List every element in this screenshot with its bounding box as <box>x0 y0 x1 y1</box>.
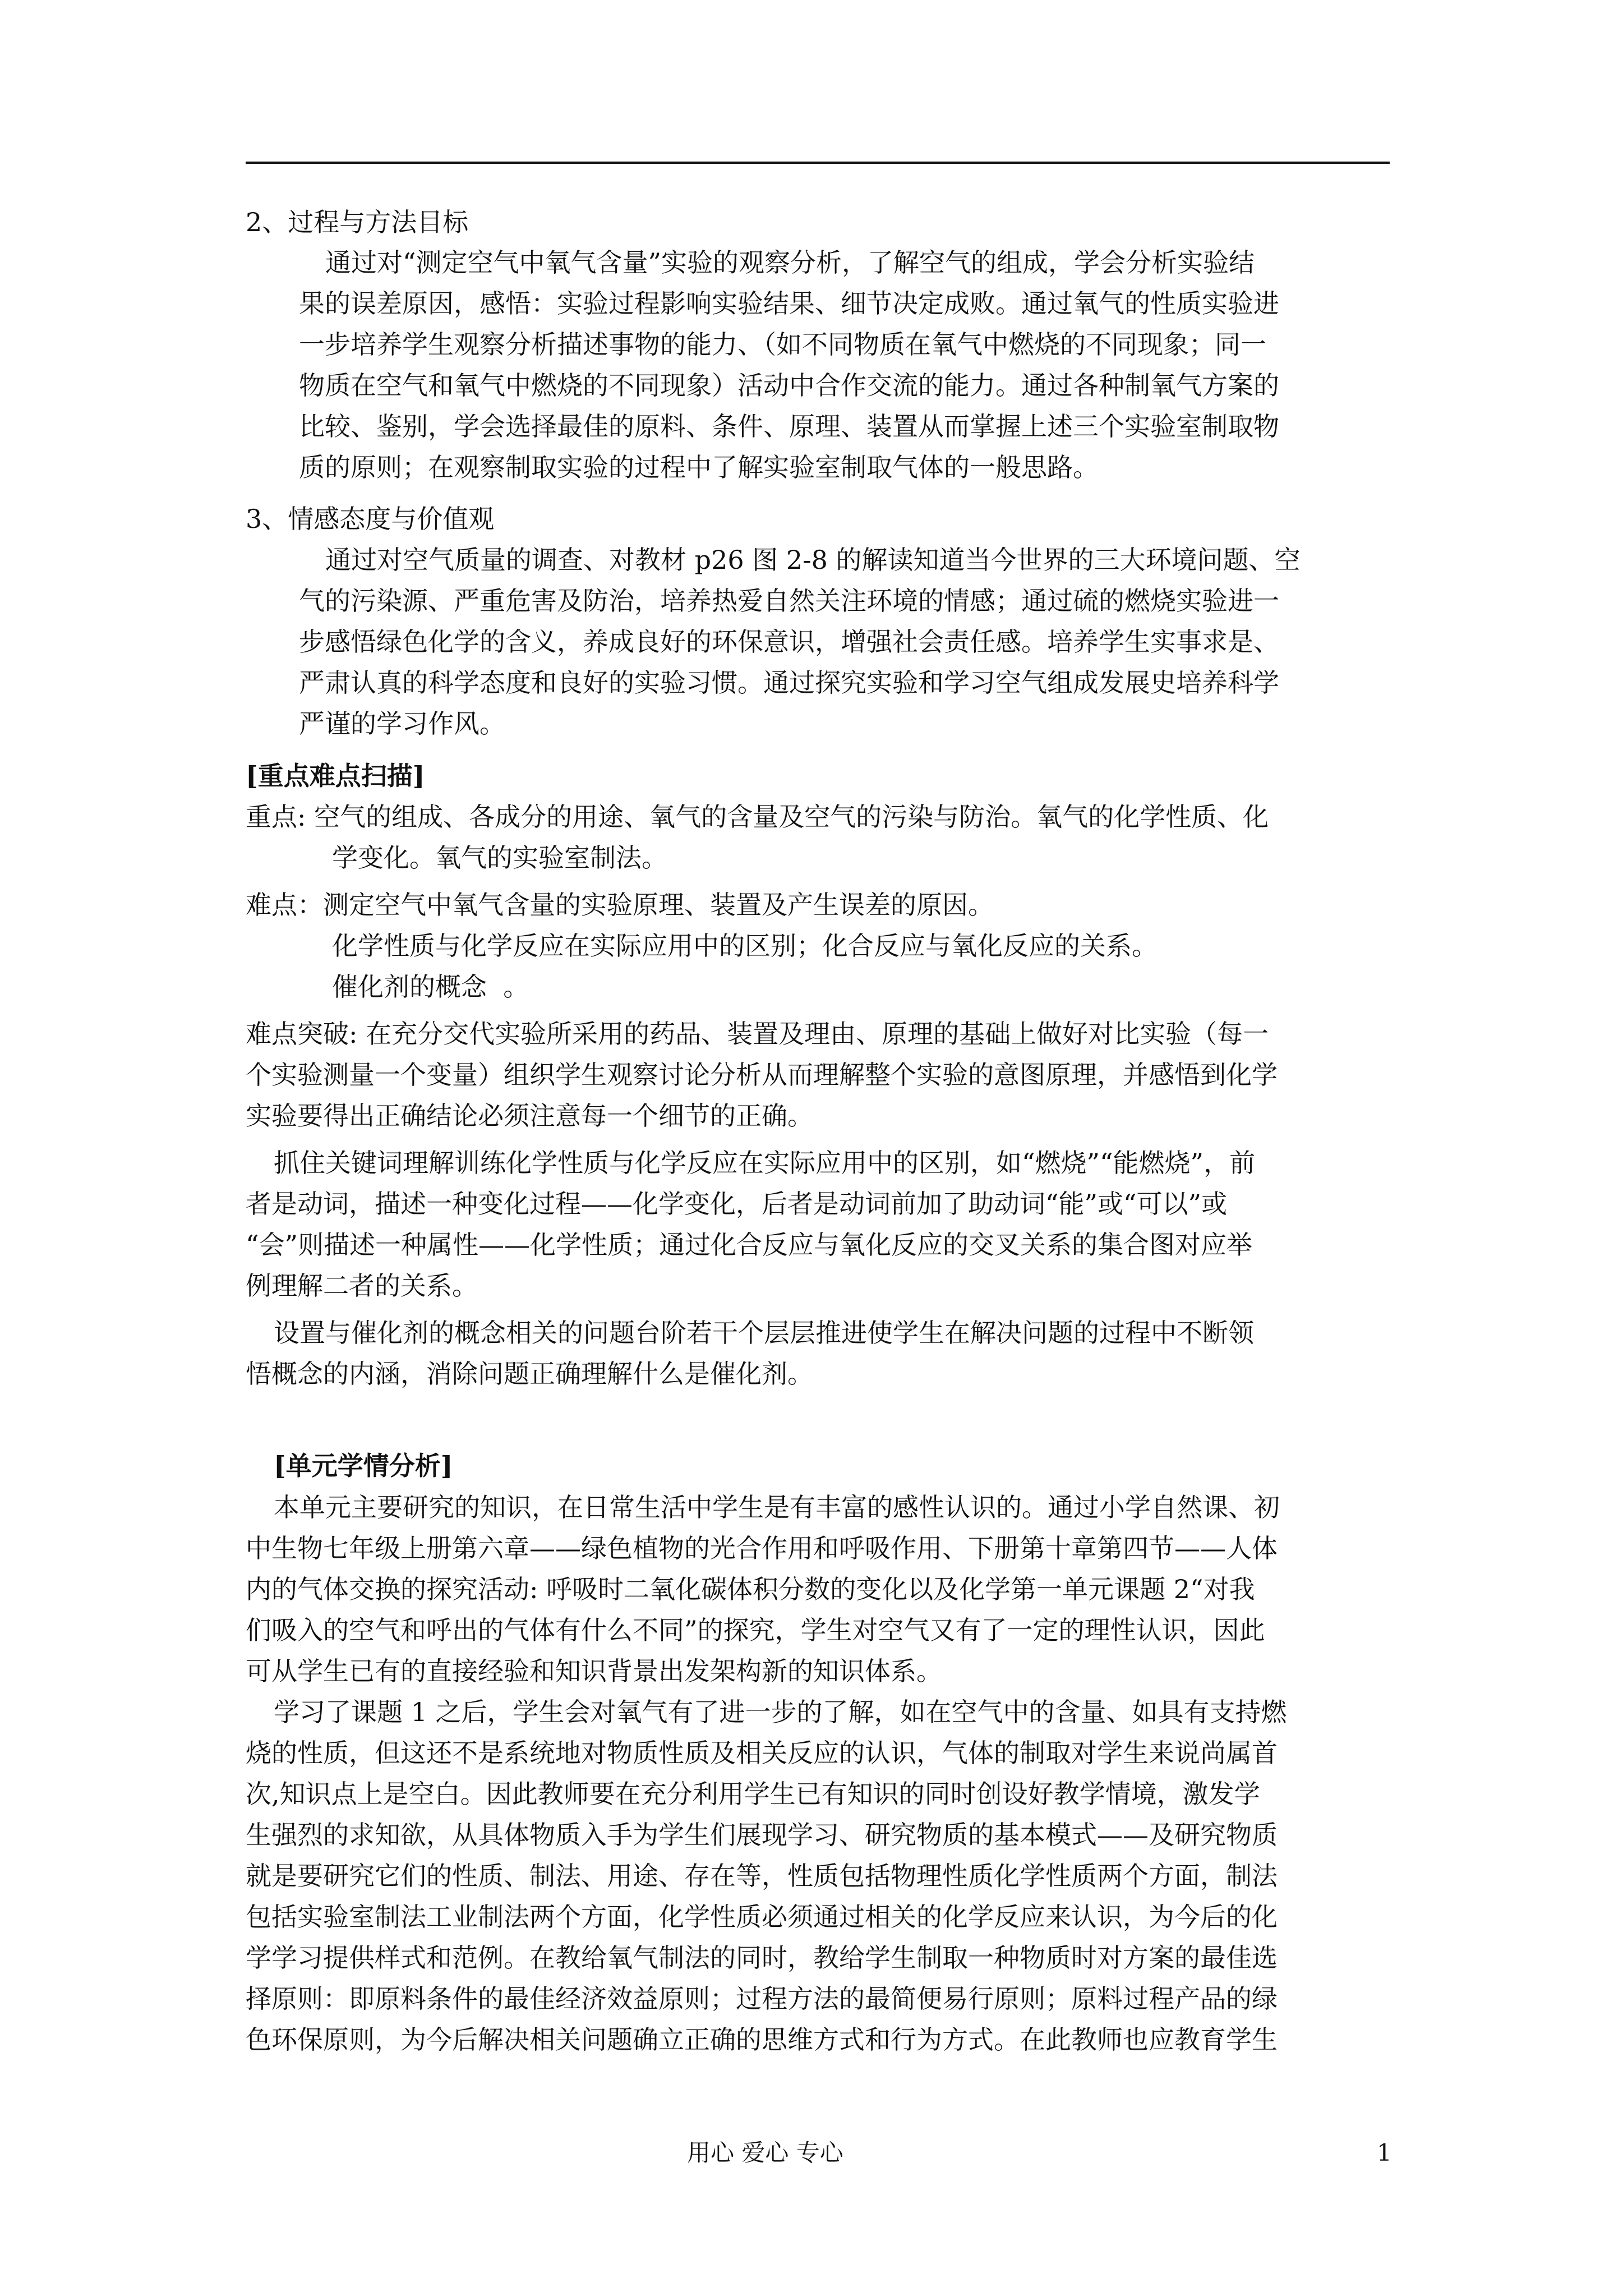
emotion-paragraph-line: 步感悟绿色化学的含义，养成良好的环保意识，增强社会责任感。培养学生实事求是、 <box>299 627 1279 657</box>
keypoints-paragraph-line: 个实验测量一个变量）组织学生观察讨论分析从而理解整个实验的意图原理，并感悟到化学 <box>246 1060 1278 1090</box>
keypoints-paragraph-line: 抓住关键词理解训练化学性质与化学反应在实际应用中的区别，如“燃烧”“能燃烧”，前 <box>274 1148 1256 1178</box>
analysis-paragraph-line: 内的气体交换的探究活动: 呼吸时二氧化碳体积分数的变化以及化学第一单元课题 2“对我 <box>246 1574 1255 1604</box>
emotion-paragraph-line: 严肃认真的科学态度和良好的实验习惯。通过探究实验和学习空气组成发展史培养科学 <box>299 668 1279 698</box>
analysis-paragraph-line: 择原则：即原料条件的最佳经济效益原则；过程方法的最简便易行原则；原料过程产品的绿 <box>246 1984 1278 2014</box>
page-number: 1 <box>1377 2139 1392 2166</box>
keypoints-paragraph-line: “会”则描述一种属性——化学性质；通过化合反应与氧化反应的交叉关系的集合图对应举 <box>246 1230 1253 1260</box>
section-heading-analysis: [单元学情分析] <box>274 1451 453 1481</box>
process-paragraph-line: 物质在空气和氧气中燃烧的不同现象）活动中合作交流的能力。通过各种制氧气方案的 <box>299 370 1279 401</box>
process-paragraph-line: 一步培养学生观察分析描述事物的能力、（如不同物质在氧气中燃烧的不同现象；同一 <box>299 329 1266 360</box>
keypoints-paragraph-line: 难点突破: 在充分交代实验所采用的药品、装置及理由、原理的基础上做好对比实验（每一 <box>246 1019 1269 1049</box>
keypoints-paragraph-line: 例理解二者的关系。 <box>246 1271 478 1301</box>
analysis-paragraph-line: 可从学生已有的直接经验和知识背景出发架构新的知识体系。 <box>246 1656 942 1686</box>
keypoints-paragraph-line: 难点：测定空气中氧气含量的实验原理、装置及产生误差的原因。 <box>246 890 994 920</box>
keypoints-paragraph-line: 者是动词，描述一种变化过程——化学变化，后者是动词前加了助动词“能”或“可以”或 <box>246 1189 1228 1219</box>
keypoints-paragraph-line: 化学性质与化学反应在实际应用中的区别；化合反应与氧化反应的关系。 <box>332 931 1158 961</box>
section-heading-emotion: 3、情感态度与价值观 <box>246 504 495 534</box>
process-paragraph-line: 果的误差原因，感悟：实验过程影响实验结果、细节决定成败。通过氧气的性质实验进 <box>299 288 1279 319</box>
analysis-paragraph-line: 们吸入的空气和呼出的气体有什么不同”的探究，学生对空气又有了一定的理性认识，因此 <box>246 1615 1265 1645</box>
process-paragraph-line: 比较、鉴别，学会选择最佳的原料、条件、原理、装置从而掌握上述三个实验室制取物 <box>299 411 1279 441</box>
process-paragraph-line: 通过对“测定空气中氧气含量”实验的观察分析，了解空气的组成，学会分析实验结 <box>325 247 1255 278</box>
emotion-paragraph-line: 严谨的学习作风。 <box>299 708 505 739</box>
section-heading-process: 2、过程与方法目标 <box>246 207 469 237</box>
analysis-paragraph-line: 中生物七年级上册第六章——绿色植物的光合作用和呼吸作用、下册第十章第四节——人体 <box>246 1533 1278 1563</box>
keypoints-paragraph-line: 重点: 空气的组成、各成分的用途、氧气的含量及空气的污染与防治。氧气的化学性质、化 <box>246 802 1269 832</box>
footer-motto: 用心 爱心 专心 <box>687 2139 843 2166</box>
analysis-paragraph-line: 生强烈的求知欲，从具体物质入手为学生们展现学习、研究物质的基本模式——及研究物质 <box>246 1820 1278 1850</box>
analysis-paragraph-line: 本单元主要研究的知识，在日常生活中学生是有丰富的感性认识的。通过小学自然课、初 <box>274 1492 1280 1522</box>
analysis-paragraph-line: 烧的性质，但这还不是系统地对物质性质及相关反应的认识，气体的制取对学生来说尚属首 <box>246 1738 1278 1768</box>
header-rule <box>246 162 1390 164</box>
analysis-paragraph-line: 包括实验室制法工业制法两个方面，化学性质必须通过相关的化学反应来认识，为今后的化 <box>246 1902 1278 1932</box>
emotion-paragraph-line: 通过对空气质量的调查、对教材 p26 图 2-8 的解读知道当今世界的三大环境问题、空 <box>325 545 1301 575</box>
analysis-paragraph-line: 色环保原则，为今后解决相关问题确立正确的思维方式和行为方式。在此教师也应教育学生 <box>246 2024 1278 2055</box>
analysis-paragraph-line: 次,知识点上是空白。因此教师要在充分利用学生已有知识的同时创设好教学情境，激发学 <box>246 1779 1260 1809</box>
analysis-paragraph-line: 就是要研究它们的性质、制法、用途、存在等，性质包括物理性质化学性质两个方面，制法 <box>246 1861 1278 1891</box>
keypoints-paragraph-line: 催化剂的概念 。 <box>332 972 529 1002</box>
keypoints-paragraph-line: 实验要得出正确结论必须注意每一个细节的正确。 <box>246 1101 813 1131</box>
section-heading-keypoints: [重点难点扫描] <box>246 761 425 791</box>
process-paragraph-line: 质的原则；在观察制取实验的过程中了解实验室制取气体的一般思路。 <box>299 452 1099 482</box>
emotion-paragraph-line: 气的污染源、严重危害及防治，培养热爱自然关注环境的情感；通过硫的燃烧实验进一 <box>299 586 1279 616</box>
analysis-paragraph-line: 学习了课题 1 之后，学生会对氧气有了进一步的了解，如在空气中的含量、如具有支持燃 <box>274 1697 1287 1727</box>
keypoints-paragraph-line: 学变化。氧气的实验室制法。 <box>332 843 667 873</box>
keypoints-paragraph-line: 悟概念的内涵，消除问题正确理解什么是催化剂。 <box>246 1359 813 1389</box>
analysis-paragraph-line: 学学习提供样式和范例。在教给氧气制法的同时，教给学生制取一种物质时对方案的最佳选 <box>246 1943 1278 1973</box>
keypoints-paragraph-line: 设置与催化剂的概念相关的问题台阶若干个层层推进使学生在解决问题的过程中不断领 <box>274 1318 1254 1348</box>
